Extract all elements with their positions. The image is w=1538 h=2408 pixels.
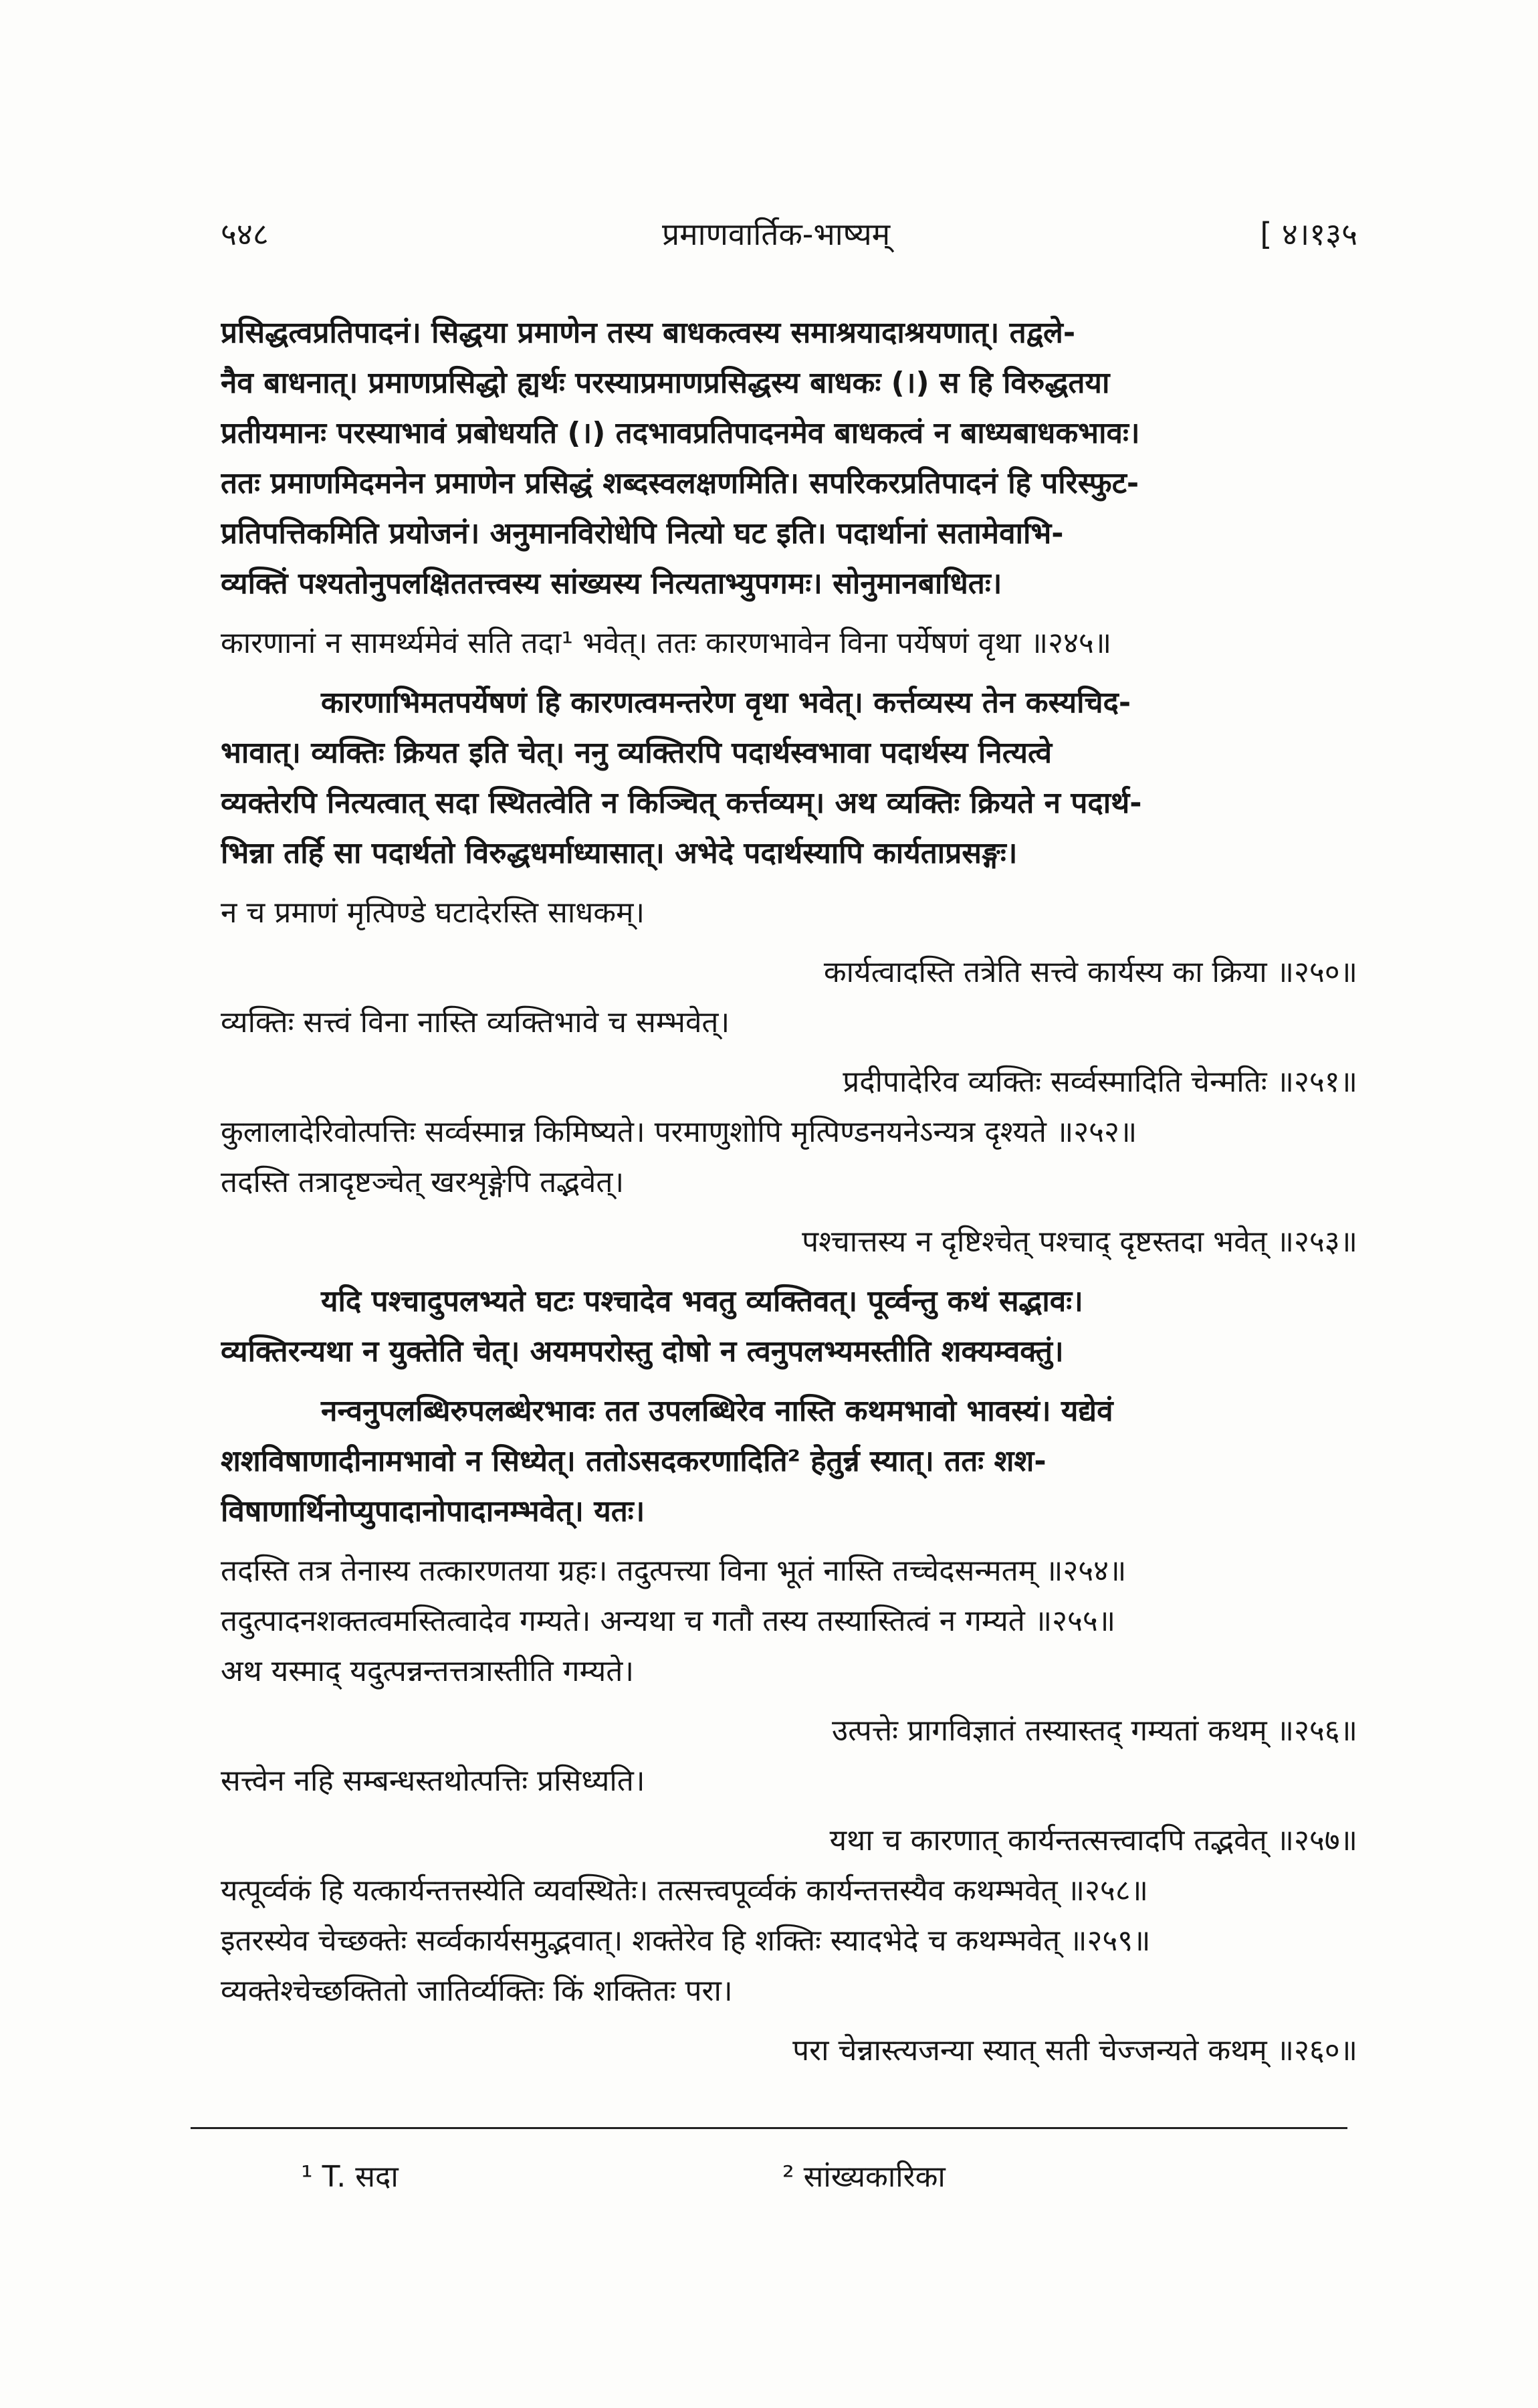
commentary-line: भावात्। व्यक्तिः क्रियत इति चेत्। ननु व्यक्तिरपि पदार्थस्वभावा पदार्थस्य नित्यत्वे [221, 736, 1053, 770]
verse-line: प्रदीपादेरिव व्यक्तिः सर्व्वस्मादिति चेन्मतिः ॥२५१॥ [843, 1065, 1357, 1099]
verse-line: तदस्ति तत्र तेनास्य तत्कारणतया ग्रहः। तदुत्पत्त्या विना भूतं नास्ति तच्चेदसन्मतम् ॥२५४॥ [221, 1554, 1127, 1588]
verse-line: तदस्ति तत्रादृष्टञ्चेत् खरशृङ्गेपि तद्भवेत्। [221, 1165, 625, 1199]
commentary-line: भिन्ना तर्हि सा पदार्थतो विरुद्धधर्माध्यासात्। अभेदे पदार्थस्यापि कार्यताप्रसङ्गः। [221, 836, 1018, 870]
commentary-line: कारणाभिमतपर्येषणं हि कारणत्वमन्तरेण वृथा भवेत्। कर्त्तव्यस्य तेन कस्यचिद- [321, 686, 1131, 720]
verse-line: न च प्रमाणं मृत्पिण्डे घटादेरस्ति साधकम्। [221, 896, 645, 930]
verse-line: यथा च कारणात् कार्यन्तत्सत्त्वादपि तद्भवेत् ॥२५७॥ [829, 1823, 1357, 1858]
page-header [221, 213, 1357, 266]
verse-line: पश्चात्तस्य न दृष्टिश्चेत् पश्चाद् दृष्टस्तदा भवेत् ॥२५३॥ [802, 1225, 1357, 1259]
verse-line: अथ यस्माद् यदुत्पन्नन्तत्तत्रास्तीति गम्यते। [221, 1654, 635, 1688]
verse-line: कारणानां न सामर्थ्यमेवं सति तदा¹ भवेत्। ततः कारणभावेन विना पर्येषणं वृथा ॥२४५॥ [221, 626, 1112, 660]
commentary-line: प्रसिद्धत्वप्रतिपादनं। सिद्धया प्रमाणेन तस्य बाधकत्वस्य समाश्रयादाश्रयणात्। तद्वले- [221, 316, 1076, 350]
commentary-line: प्रतीयमानः परस्याभावं प्रबोधयति (।) तदभावप्रतिपादनमेव बाधकत्वं न बाध्यबाधकभावः। [221, 416, 1140, 450]
verse-line: सत्त्वेन नहि सम्बन्धस्तथोत्पत्तिः प्रसिध्यति। [221, 1764, 645, 1798]
commentary-line: प्रतिपत्तिकमिति प्रयोजनं। अनुमानविरोधेपि नित्यो घट इति। पदार्थानां सतामेवाभि- [221, 516, 1064, 550]
footnote-1: ¹ T. सदा [301, 2160, 399, 2194]
verse-line: कार्यत्वादस्ति तत्रेति सत्त्वे कार्यस्य का क्रिया ॥२५०॥ [823, 955, 1357, 989]
verse-line: कुलालादेरिवोत्पत्तिः सर्व्वस्मान्न किमिष्यते। परमाणुशोपि मृत्पिण्डनयनेऽन्यत्र दृश्यते ॥२५२॥ [221, 1115, 1137, 1149]
page-body [221, 308, 1357, 2076]
page-number: ५४८ [221, 216, 269, 252]
verse-line: परा चेन्नास्त्यजन्या स्यात् सती चेज्जन्यते कथम् ॥२६०॥ [792, 2033, 1357, 2068]
commentary-line: नन्वनुपलब्धिरुपलब्धेरभावः तत उपलब्धिरेव नास्ति कथमभावो भावस्यं। यद्येवं [321, 1394, 1113, 1428]
commentary-line: ततः प्रमाणमिदमनेन प्रमाणेन प्रसिद्धं शब्दस्वलक्षणमिति। सपरिकरप्रतिपादनं हि परिस्फुट- [221, 466, 1139, 500]
commentary-line: यदि पश्चादुपलभ्यते घटः पश्चादेव भवतु व्यक्तिवत्। पूर्व्वन्तु कथं सद्भावः। [321, 1284, 1083, 1318]
verse-line: व्यक्तिः सत्त्वं विना नास्ति व्यक्तिभावे च सम्भवेत्। [221, 1005, 730, 1039]
verse-line: उत्पत्तेः प्रागविज्ञातं तस्यास्तद् गम्यतां कथम् ॥२५६॥ [832, 1714, 1357, 1748]
verse-line: इतरस्येव चेच्छक्तेः सर्व्वकार्यसमुद्भवात्। शक्तेरेव हि शक्तिः स्यादभेदे च कथम्भवेत् ॥२५९॥ [221, 1924, 1151, 1958]
verse-line: व्यक्तेश्चेच्छक्तितो जातिर्व्यक्तिः किं शक्तितः परा। [221, 1974, 733, 2008]
commentary-line: व्यक्तेरपि नित्यत्वात् सदा स्थितत्वेति न किञ्चित् कर्त्तव्यम्। अथ व्यक्तिः क्रियते न पदार्थ- [221, 786, 1142, 820]
footnote-divider [191, 2127, 1347, 2129]
commentary-line: शशविषाणादीनामभावो न सिध्येत्। ततोऽसदकरणादिति² हेतुर्न्न स्यात्। ततः शश- [221, 1444, 1047, 1478]
commentary-line: विषाणार्थिनोप्युपादानोपादानम्भवेत्। यतः। [221, 1494, 645, 1528]
section-reference: [ ४।१३५ [1260, 216, 1357, 252]
commentary-line: व्यक्तिं पश्यतोनुपलक्षिततत्त्वस्य सांख्यस्य नित्यताभ्युपगमः। सोनुमानबाधितः। [221, 567, 1002, 601]
verse-line: यत्पूर्व्वकं हि यत्कार्यन्तत्तस्येति व्यवस्थितेः। तत्सत्त्वपूर्व्वकं कार्यन्तत्तस्यैव कथम्भवेत् ॥२५८॥ [221, 1874, 1148, 1908]
commentary-line: नैव बाधनात्। प्रमाणप्रसिद्धो ह्यर्थः परस्याप्रमाणप्रसिद्धस्य बाधकः (।) स हि विरुद्धतया [221, 366, 1110, 400]
footnote-2: ² सांख्यकारिका [782, 2160, 946, 2194]
running-title: प्रमाणवार्तिक-भाष्यम् [662, 216, 891, 252]
commentary-line: व्यक्तिरन्यथा न युक्तेति चेत्। अयमपरोस्तु दोषो न त्वनुपलभ्यमस्तीति शक्यम्वक्तुं। [221, 1334, 1064, 1369]
verse-line: तदुत्पादनशक्तत्वमस्तित्वादेव गम्यते। अन्यथा च गतौ तस्य तस्यास्तित्वं न गम्यते ॥२५५॥ [221, 1604, 1116, 1638]
